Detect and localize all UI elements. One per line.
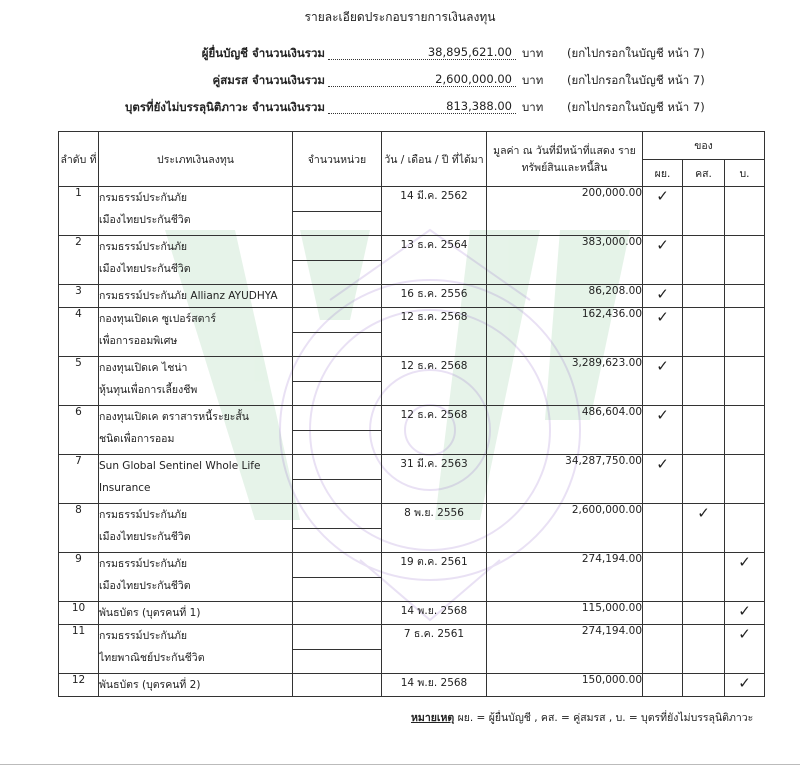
checkmark-icon: ✓: [738, 674, 751, 692]
units-subcell: [293, 625, 381, 649]
row-number: 5: [59, 357, 99, 406]
owner-child-cell: [725, 236, 765, 285]
summary-unit: บาท: [522, 100, 544, 114]
header-no: ลำดับ ที่: [59, 132, 99, 187]
investment-name-line1: กรมธรรม์ประกันภัย: [99, 630, 188, 642]
units-cell: [293, 674, 382, 697]
checkmark-icon: ✓: [697, 504, 710, 522]
units-subcell: [293, 406, 381, 430]
acquired-date: 14 พ.ย. 2568: [382, 602, 487, 625]
summary-row-children: [0, 99, 800, 117]
footnote: [411, 709, 753, 726]
owner-spouse-cell: [683, 674, 725, 697]
owner-spouse-cell: [683, 553, 725, 602]
table-row: [59, 553, 765, 602]
investment-value: 274,194.00: [487, 553, 643, 602]
units-subcell: [293, 236, 381, 260]
footnote-label: หมายเหตุ: [411, 712, 455, 724]
header-units: จำนวนหน่วย: [293, 132, 382, 187]
investment-name-line1: กรมธรรม์ประกันภัย: [99, 558, 188, 570]
investment-name: [99, 625, 293, 674]
acquired-date: 14 พ.ย. 2568: [382, 674, 487, 697]
owner-filer-cell: [643, 553, 683, 602]
summary-label: บุตรที่ยังไม่บรรลุนิติภาวะ จำนวนเงินรวม: [125, 100, 325, 114]
investment-value: 2,600,000.00: [487, 504, 643, 553]
units-subcell: [293, 430, 381, 454]
investment-value: 383,000.00: [487, 236, 643, 285]
units-cell: [293, 236, 382, 285]
owner-filer-cell: [643, 674, 683, 697]
table-row: [59, 455, 765, 504]
investment-name-line1: กรมธรรม์ประกันภัย Allianz AYUDHYA: [99, 290, 278, 302]
units-cell: [293, 406, 382, 455]
document-title: รายละเอียดประกอบรายการเงินลงทุน: [304, 10, 496, 24]
owner-child-cell: [725, 504, 765, 553]
table-row: [59, 285, 765, 308]
units-subcell: [293, 455, 381, 479]
investment-name-line2: ไทยพาณิชย์ประกันชีวิต: [99, 652, 205, 664]
row-number: 2: [59, 236, 99, 285]
units-subcell: [293, 332, 381, 356]
row-number: 12: [59, 674, 99, 697]
investment-name-line1: พันธบัตร (บุตรคนที่ 2): [99, 679, 201, 691]
units-subcell: [293, 577, 381, 601]
table-row: [59, 674, 765, 697]
investment-value: 150,000.00: [487, 674, 643, 697]
investment-name: [99, 455, 293, 504]
checkmark-icon: ✓: [738, 602, 751, 620]
checkmark-icon: ✓: [738, 553, 751, 571]
units-subcell: [293, 649, 381, 673]
checkmark-icon: ✓: [738, 625, 751, 643]
checkmark-icon: ✓: [656, 406, 669, 424]
owner-filer-cell: [643, 602, 683, 625]
owner-child-cell: [725, 357, 765, 406]
investment-name-line1: พันธบัตร (บุตรคนที่ 1): [99, 607, 201, 619]
header-value: มูลค่า ณ วันที่มีหน้าที่แสดง รายทรัพย์สินและหนี้สิน: [487, 132, 643, 187]
row-number: 6: [59, 406, 99, 455]
summary-value: 2,600,000.00: [328, 72, 516, 87]
investment-value: 115,000.00: [487, 602, 643, 625]
checkmark-icon: ✓: [656, 187, 669, 205]
investment-value: 34,287,750.00: [487, 455, 643, 504]
investment-name: [99, 357, 293, 406]
investment-value: 486,604.00: [487, 406, 643, 455]
header-owner-spouse: คส.: [683, 160, 725, 187]
summary-row-spouse: [0, 72, 800, 90]
header-owner: ของ: [643, 132, 765, 160]
investment-name-line2: Insurance: [99, 482, 151, 494]
units-subcell: [293, 553, 381, 577]
owner-child-cell: [725, 285, 765, 308]
units-cell: [293, 504, 382, 553]
investment-name: [99, 553, 293, 602]
owner-spouse-cell: [683, 406, 725, 455]
footnote-text: ผย. = ผู้ยื่นบัญชี , คส. = คู่สมรส , บ. = บุตรที่ยังไม่บรรลุนิติภาวะ: [457, 712, 754, 724]
row-number: 11: [59, 625, 99, 674]
owner-spouse-cell: [683, 236, 725, 285]
header-date: วัน / เดือน / ปี ที่ได้มา: [382, 132, 487, 187]
header-type: ประเภทเงินลงทุน: [99, 132, 293, 187]
investment-name: [99, 674, 293, 697]
owner-filer-cell: [643, 285, 683, 308]
investment-name: [99, 285, 293, 308]
acquired-date: 12 ธ.ค. 2568: [382, 406, 487, 455]
row-number: 4: [59, 308, 99, 357]
table-row: [59, 357, 765, 406]
row-number: 9: [59, 553, 99, 602]
owner-filer-cell: [643, 406, 683, 455]
units-subcell: [293, 357, 381, 381]
table-row: [59, 308, 765, 357]
owner-filer-cell: [643, 455, 683, 504]
checkmark-icon: ✓: [656, 236, 669, 254]
units-subcell: [293, 528, 381, 552]
units-subcell: [293, 260, 381, 284]
investment-name-line1: กองทุนเปิดเค ไชน่า: [99, 362, 188, 374]
owner-filer-cell: [643, 236, 683, 285]
units-subcell: [293, 381, 381, 405]
owner-spouse-cell: [683, 602, 725, 625]
checkmark-icon: ✓: [656, 308, 669, 326]
row-number: 1: [59, 187, 99, 236]
summary-label: คู่สมรส จำนวนเงินรวม: [212, 73, 325, 87]
owner-child-cell: [725, 406, 765, 455]
summary-value: 38,895,621.00: [328, 45, 516, 60]
owner-filer-cell: [643, 504, 683, 553]
owner-spouse-cell: [683, 455, 725, 504]
checkmark-icon: ✓: [656, 455, 669, 473]
investment-name: [99, 236, 293, 285]
row-number: 10: [59, 602, 99, 625]
investment-name: [99, 504, 293, 553]
table-row: [59, 406, 765, 455]
investment-table: [58, 131, 765, 697]
summary-unit: บาท: [522, 73, 544, 87]
owner-child-cell: [725, 674, 765, 697]
summary-row-filer: [0, 45, 800, 63]
owner-child-cell: [725, 602, 765, 625]
summary-unit: บาท: [522, 46, 544, 60]
row-number: 3: [59, 285, 99, 308]
owner-spouse-cell: [683, 625, 725, 674]
owner-spouse-cell: [683, 308, 725, 357]
table-row: [59, 187, 765, 236]
table-row: [59, 236, 765, 285]
header-owner-child: บ.: [725, 160, 765, 187]
summary-note: (ยกไปกรอกในบัญชี หน้า 7): [567, 46, 705, 60]
investment-name-line1: กรมธรรม์ประกันภัย: [99, 509, 188, 521]
investment-name-line2: เมืองไทยประกันชีวิต: [99, 580, 191, 592]
owner-filer-cell: [643, 187, 683, 236]
owner-filer-cell: [643, 308, 683, 357]
owner-spouse-cell: [683, 285, 725, 308]
owner-child-cell: [725, 553, 765, 602]
investment-name-line2: หุ้นทุนเพื่อการเลี้ยงชีพ: [99, 384, 198, 396]
investment-name: [99, 602, 293, 625]
owner-spouse-cell: [683, 187, 725, 236]
summary-note: (ยกไปกรอกในบัญชี หน้า 7): [567, 73, 705, 87]
units-cell: [293, 553, 382, 602]
units-subcell: [293, 504, 381, 528]
investment-name-line2: ชนิดเพื่อการออม: [99, 433, 175, 445]
units-cell: [293, 285, 382, 308]
units-subcell: [293, 211, 381, 235]
investment-name-line1: กรมธรรม์ประกันภัย: [99, 241, 188, 253]
units-cell: [293, 455, 382, 504]
acquired-date: 31 มี.ค. 2563: [382, 455, 487, 504]
units-cell: [293, 187, 382, 236]
investment-name-line1: กรมธรรม์ประกันภัย: [99, 192, 188, 204]
investment-value: 162,436.00: [487, 308, 643, 357]
units-subcell: [293, 479, 381, 503]
summary-value: 813,388.00: [328, 99, 516, 114]
investment-name: [99, 406, 293, 455]
investment-name-line1: กองทุนเปิดเค ตราสารหนี้ระยะสั้น: [99, 411, 249, 423]
units-subcell: [293, 187, 381, 211]
acquired-date: 7 ธ.ค. 2561: [382, 625, 487, 674]
acquired-date: 16 ธ.ค. 2556: [382, 285, 487, 308]
checkmark-icon: ✓: [656, 357, 669, 375]
investment-name: [99, 187, 293, 236]
owner-filer-cell: [643, 357, 683, 406]
checkmark-icon: ✓: [656, 285, 669, 303]
investment-value: 200,000.00: [487, 187, 643, 236]
row-number: 8: [59, 504, 99, 553]
summary-label: ผู้ยื่นบัญชี จำนวนเงินรวม: [201, 46, 325, 60]
units-cell: [293, 602, 382, 625]
page-bottom-divider: [0, 764, 800, 765]
owner-child-cell: [725, 625, 765, 674]
owner-child-cell: [725, 455, 765, 504]
owner-child-cell: [725, 187, 765, 236]
acquired-date: 8 พ.ย. 2556: [382, 504, 487, 553]
investment-name-line2: เมืองไทยประกันชีวิต: [99, 531, 191, 543]
summary-note: (ยกไปกรอกในบัญชี หน้า 7): [567, 100, 705, 114]
owner-filer-cell: [643, 625, 683, 674]
header-owner-filer: ผย.: [643, 160, 683, 187]
units-cell: [293, 357, 382, 406]
investment-value: 86,208.00: [487, 285, 643, 308]
investment-name-line2: เพื่อการออมพิเศษ: [99, 335, 178, 347]
table-row: [59, 602, 765, 625]
investment-name-line1: Sun Global Sentinel Whole Life: [99, 460, 261, 472]
acquired-date: 12 ธ.ค. 2568: [382, 308, 487, 357]
table-row: [59, 625, 765, 674]
table-row: [59, 504, 765, 553]
table-body: [59, 187, 765, 697]
owner-spouse-cell: [683, 504, 725, 553]
units-subcell: [293, 308, 381, 332]
acquired-date: 12 ธ.ค. 2568: [382, 357, 487, 406]
acquired-date: 14 มี.ค. 2562: [382, 187, 487, 236]
acquired-date: 19 ต.ค. 2561: [382, 553, 487, 602]
investment-name: [99, 308, 293, 357]
units-cell: [293, 625, 382, 674]
acquired-date: 13 ธ.ค. 2564: [382, 236, 487, 285]
investment-value: 274,194.00: [487, 625, 643, 674]
investment-name-line2: เมืองไทยประกันชีวิต: [99, 214, 191, 226]
owner-child-cell: [725, 308, 765, 357]
investment-name-line2: เมืองไทยประกันชีวิต: [99, 263, 191, 275]
investment-name-line1: กองทุนเปิดเค ซูเปอร์สตาร์: [99, 313, 217, 325]
row-number: 7: [59, 455, 99, 504]
owner-spouse-cell: [683, 357, 725, 406]
units-cell: [293, 308, 382, 357]
investment-value: 3,289,623.00: [487, 357, 643, 406]
